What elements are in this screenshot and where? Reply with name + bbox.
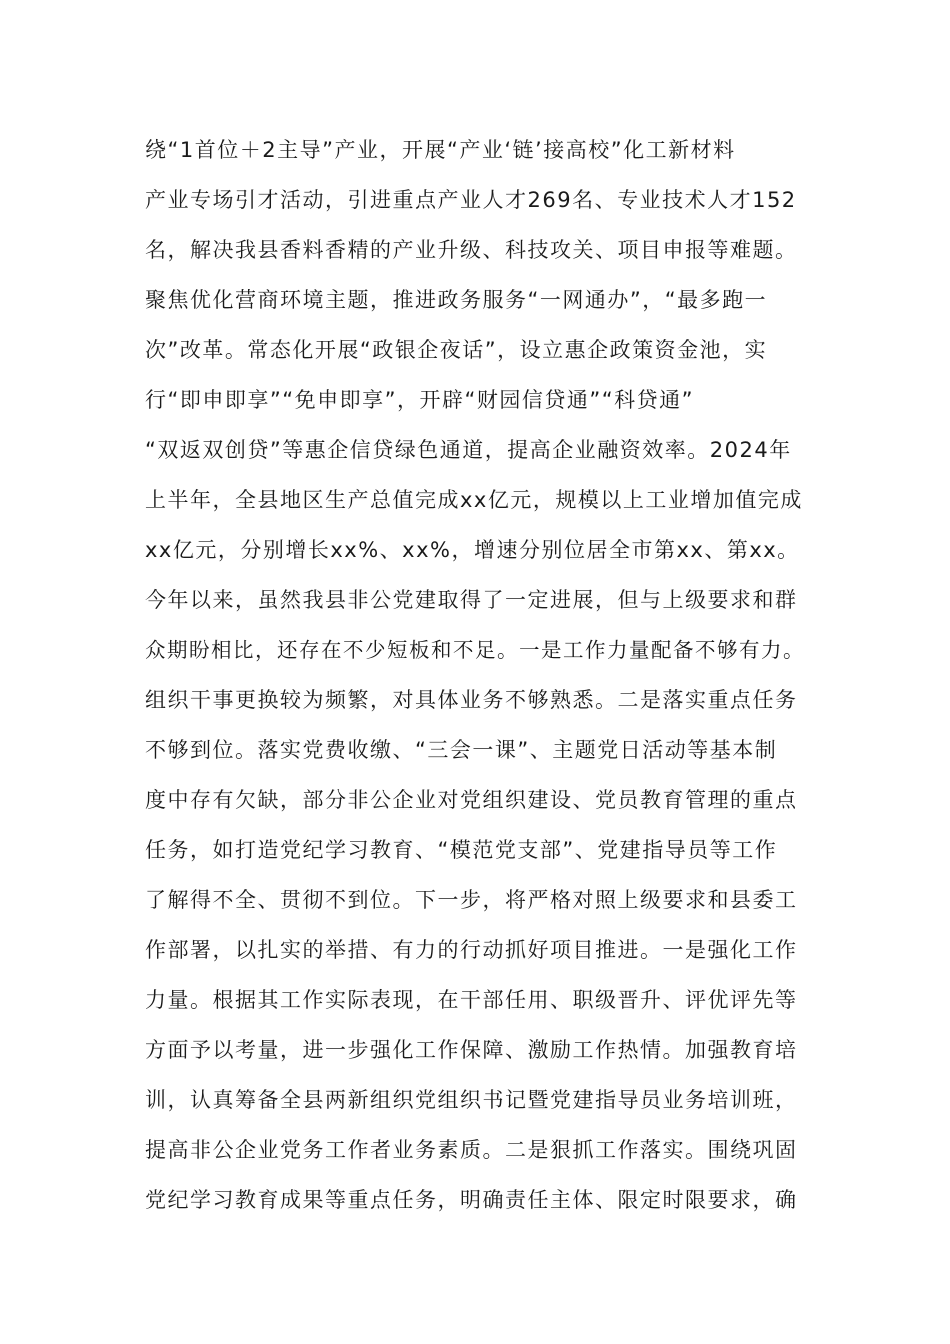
- text-line: 训，认真筹备全县两新组织党组织书记暨党建指导员业务培训班，: [145, 1088, 798, 1112]
- text-line: “双返双创贷”等惠企信贷绿色通道，提高企业融资效率。2024年: [145, 438, 792, 462]
- text-line: 党纪学习教育成果等重点任务，明确责任主体、限定时限要求，确: [145, 1188, 798, 1212]
- text-line: 度中存有欠缺，部分非公企业对党组织建设、党员教育管理的重点: [145, 788, 798, 812]
- text-line: 今年以来，虽然我县非公党建取得了一定进展，但与上级要求和群: [145, 588, 798, 612]
- text-line: 方面予以考量，进一步强化工作保障、激励工作热情。加强教育培: [145, 1038, 798, 1062]
- text-line: 了解得不全、贯彻不到位。下一步，将严格对照上级要求和县委工: [145, 888, 798, 912]
- text-line: 产业专场引才活动，引进重点产业人才269名、专业技术人才152: [145, 188, 797, 212]
- text-line: 不够到位。落实党费收缴、“三会一课”、主题党日活动等基本制: [145, 738, 778, 762]
- text-line: 众期盼相比，还存在不少短板和不足。一是工作力量配备不够有力。: [145, 638, 805, 662]
- text-line: 任务，如打造党纪学习教育、“模范党支部”、党建指导员等工作: [145, 838, 778, 862]
- text-line: 行“即申即享”“免申即享”，开辟“财园信贷通”“科贷通”: [145, 388, 695, 412]
- text-line: 次”改革。常态化开展“政银企夜话”，设立惠企政策资金池，实: [145, 338, 768, 362]
- text-line: 作部署，以扎实的举措、有力的行动抓好项目推进。一是强化工作: [145, 938, 798, 962]
- text-line: xx亿元，分别增长xx%、xx%，增速分别位居全市第xx、第xx。: [145, 538, 800, 562]
- text-line: 名，解决我县香料香精的产业升级、科技攻关、项目申报等难题。: [145, 238, 798, 262]
- text-line: 聚焦优化营商环境主题，推进政务服务“一网通办”，“最多跑一: [145, 288, 768, 312]
- text-line: 上半年，全县地区生产总值完成xx亿元，规模以上工业增加值完成: [145, 488, 803, 512]
- text-line: 力量。根据其工作实际表现，在干部任用、职级晋升、评优评先等: [145, 988, 798, 1012]
- text-line: 绕“1首位＋2主导”产业，开展“产业‘链’接高校”化工新材料: [145, 138, 736, 162]
- text-line: 提高非公企业党务工作者业务素质。二是狠抓工作落实。围绕巩固: [145, 1138, 798, 1162]
- text-line: 组织干事更换较为频繁，对具体业务不够熟悉。二是落实重点任务: [145, 688, 798, 712]
